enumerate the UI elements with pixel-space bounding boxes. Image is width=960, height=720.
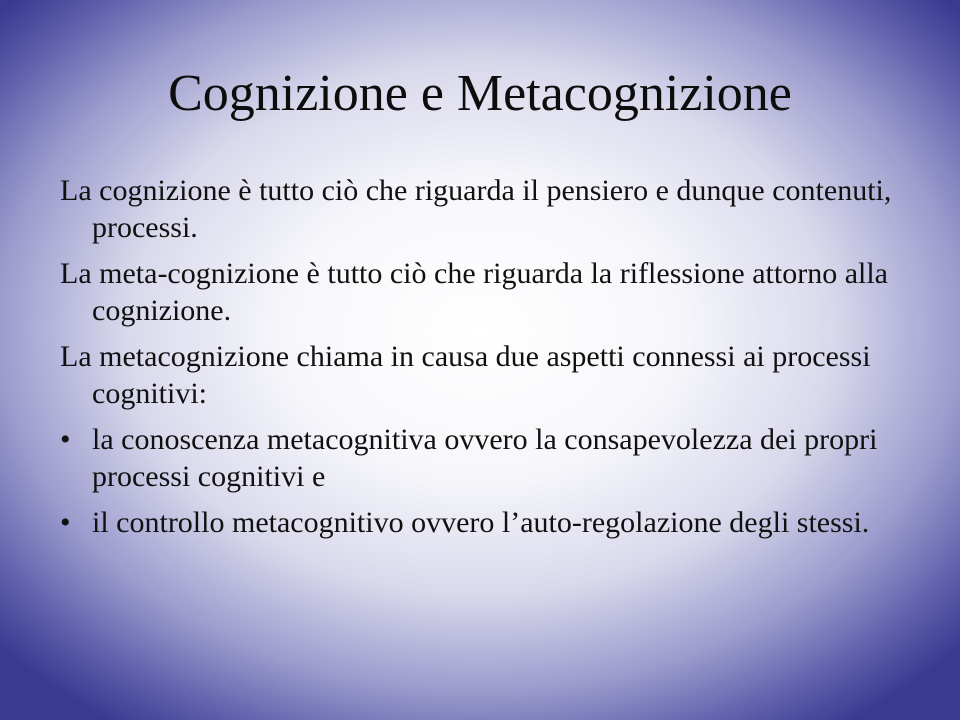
slide-body — [60, 172, 920, 550]
bullet-icon: • — [60, 506, 71, 539]
slide-title: Cognizione e Metacognizione — [168, 65, 792, 122]
bullet-text-knowledge: la conoscenza metacognitiva ovvero la consapevolezza dei propri processi cognitivi e — [92, 423, 878, 493]
bullet-item-knowledge — [60, 421, 920, 495]
paragraph-two-aspects: La metacognizione chiama in causa due aspetti connessi ai processi cognitivi: — [60, 340, 871, 410]
bullet-item-control — [60, 504, 920, 541]
paragraph-metacognition: La meta-cognizione è tutto ciò che riguarda la riflessione attorno alla cognizione. — [60, 257, 888, 327]
bullet-text-control: il controllo metacognitivo ovvero l’auto-regolazione degli stessi. — [92, 506, 870, 539]
paragraph-cognition: La cognizione è tutto ciò che riguarda il pensiero e dunque contenuti, processi. — [60, 174, 892, 244]
bullet-icon: • — [60, 423, 71, 456]
